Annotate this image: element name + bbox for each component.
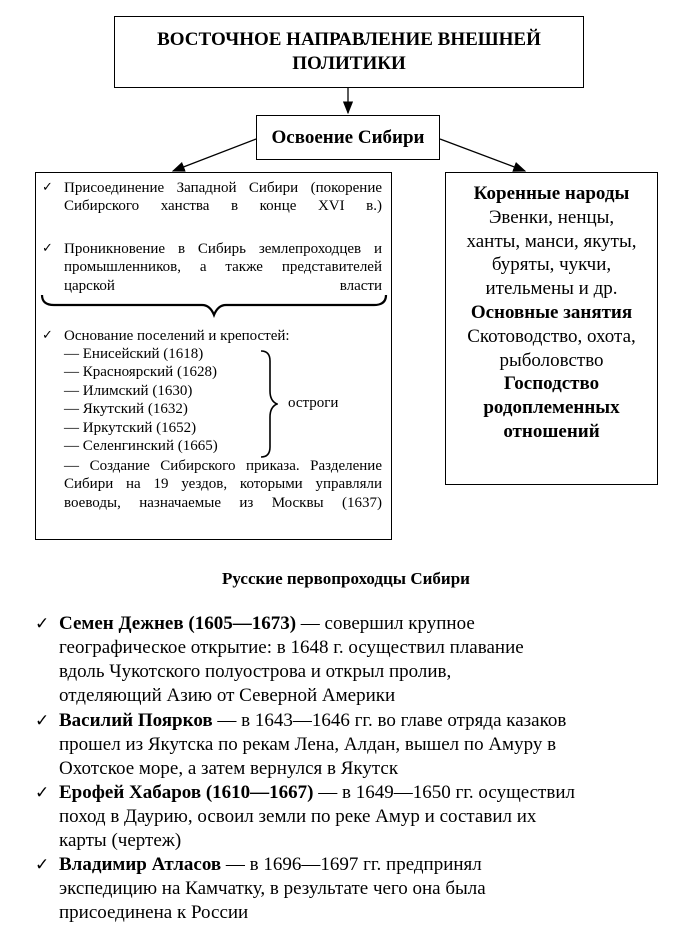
pioneers-title: Русские первопроходцы Сибири bbox=[222, 569, 470, 588]
checkmark-icon: ✓ bbox=[42, 179, 53, 194]
pioneer-item-atlasov: ✓ Владимир Атласов — в 1696—1697 гг. предпринял экспедицию на Камчатку, в результате чего она была присоединена к России bbox=[35, 854, 486, 923]
ostrog-list-item: — Красноярский (1628) bbox=[64, 364, 217, 380]
ostrogi-label: остроги bbox=[288, 395, 339, 411]
siberia-development-stages-box bbox=[35, 172, 392, 540]
indigenous-peoples-box bbox=[445, 172, 658, 485]
peoples-heading: Коренные народы bbox=[473, 183, 630, 204]
pioneer-name: Владимир Атласов bbox=[59, 854, 222, 875]
ostrog-list-item: — Иркутский (1652) bbox=[64, 420, 197, 436]
checkmark-icon: ✓ bbox=[35, 855, 50, 874]
checkmark-icon: ✓ bbox=[35, 614, 50, 633]
ostrog-list-item: — Илимский (1630) bbox=[64, 383, 193, 399]
checkmark-icon: ✓ bbox=[42, 240, 53, 255]
eastern-policy-title: ВОСТОЧНОЕ НАПРАВЛЕНИЕ ВНЕШНЕЙ ПОЛИТИКИ bbox=[157, 29, 541, 74]
arrow-mid-to-right bbox=[440, 139, 525, 171]
ostrog-list-item: — Селенгинский (1665) bbox=[64, 438, 218, 454]
siberian-prikaz-item: — Создание Сибирского приказа. Разделение Сибири на 19 уездов, которыми управляли воеводы, назначаемые из Москвы (1637) bbox=[64, 458, 382, 511]
checkmark-icon: ✓ bbox=[42, 327, 53, 342]
penetration-into-siberia-item: Проникновение в Сибирь землепроходцев и промышленников, а также представителей царской власти bbox=[64, 241, 382, 294]
tribal-relations-text: Господство родоплеменных отношений bbox=[483, 373, 620, 442]
pioneer-name: Семен Дежнев (1605—1673) bbox=[59, 613, 297, 634]
checkmark-icon: ✓ bbox=[35, 711, 50, 730]
siberia-development-title: Освоение Сибири bbox=[271, 126, 425, 148]
vertical-brace-icon bbox=[258, 349, 278, 459]
siberia-development-box bbox=[256, 115, 440, 160]
checkmark-icon: ✓ bbox=[35, 783, 50, 802]
occupations-heading: Основные занятия bbox=[470, 301, 633, 323]
peoples-list: Эвенки, ненцы, ханты, манси, якуты, буряты, чукчи, ительмены и др. bbox=[466, 206, 637, 300]
pioneer-name: Василий Поярков bbox=[59, 710, 213, 731]
eastern-policy-box bbox=[114, 16, 584, 88]
annexation-western-siberia-item: Присоединение Западной Сибири (покорение Сибирского ханства в конце XVI в.) bbox=[64, 180, 382, 215]
pioneer-item-khabarov: ✓ Ерофей Хабаров (1610—1667) — в 1649—1650 гг. осуществил поход в Даурию, освоил земли по реке Амур и составил их карты (чертеж) bbox=[35, 782, 575, 851]
arrow-mid-to-left bbox=[173, 139, 256, 171]
pioneer-name: Ерофей Хабаров (1610—1667) bbox=[59, 782, 314, 803]
founding-settlements-item: Основание поселений и крепостей: bbox=[64, 328, 290, 344]
horizontal-brace-icon bbox=[36, 289, 393, 319]
pioneer-item-dezhnev: ✓ Семен Дежнев (1605—1673) — совершил крупное географическое открытие: в 1648 г. осуществил плавание вдоль Чукотского полуострова и открыл пролив, отделяющий Азию от Северной Америки bbox=[35, 613, 524, 706]
occupations-list: Скотоводство, охота, рыболовство bbox=[467, 325, 636, 371]
pioneer-item-poyarkov: ✓ Василий Поярков — в 1643—1646 гг. во главе отряда казаков прошел из Якутска по рекам Лена, Алдан, вышел по Амуру в Охотское море, а затем вернулся в Якутск bbox=[35, 710, 567, 779]
ostrog-list-item: — Енисейский (1618) bbox=[64, 346, 204, 362]
ostrog-list-item: — Якутский (1632) bbox=[64, 401, 188, 417]
